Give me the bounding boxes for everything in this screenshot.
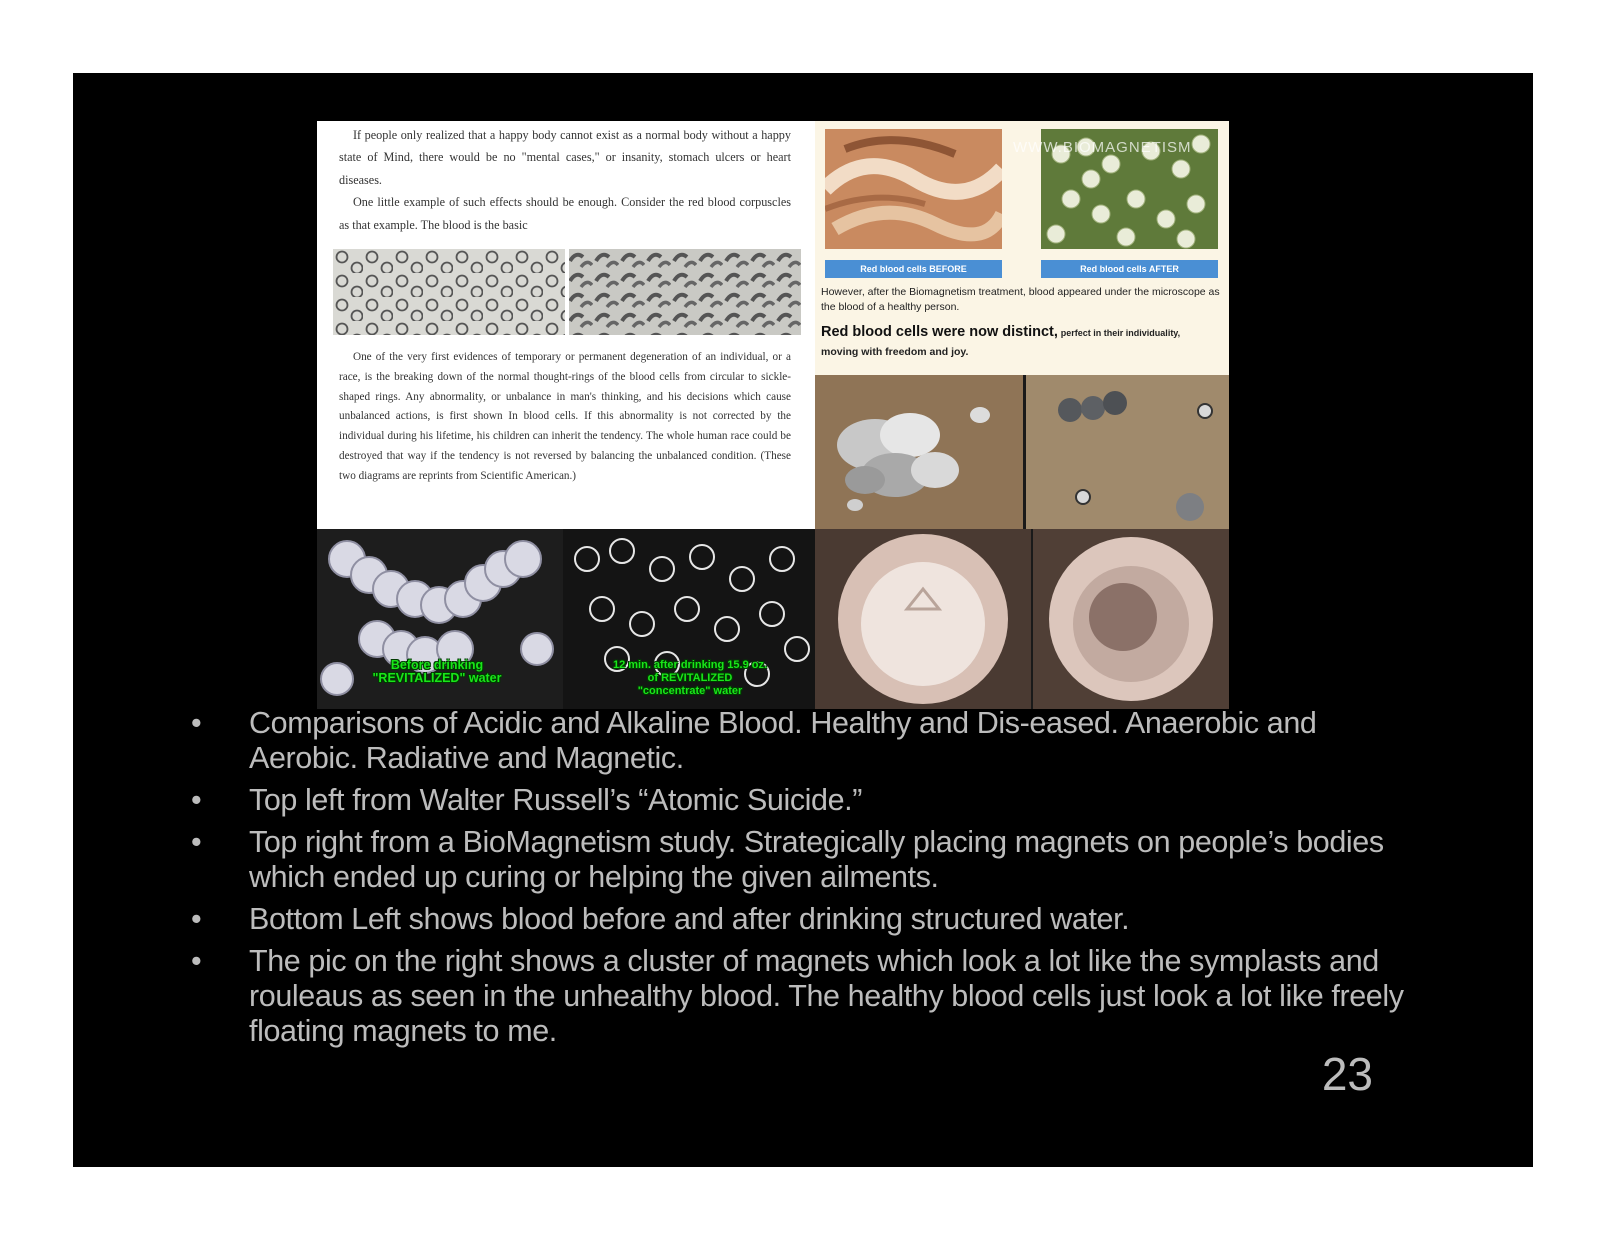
slide-page-number: 23 bbox=[1321, 1048, 1373, 1100]
bullet-glyph: • bbox=[191, 902, 202, 936]
before-label-line-2: "REVITALIZED" water bbox=[372, 671, 502, 685]
cup-top-view-photo-2 bbox=[1049, 537, 1213, 701]
blood-cells-diagram bbox=[333, 249, 801, 335]
slide bbox=[73, 73, 1533, 1167]
book-paragraph-degeneration bbox=[339, 348, 791, 487]
before-label-line-1: Before drinking bbox=[390, 658, 484, 672]
bullet-text: Comparisons of Acidic and Alkaline Blood. Healthy and Dis-eased. Anaerobic and Aerobic. Radiative and Magnetic. bbox=[249, 706, 1317, 775]
book-paragraph-intro bbox=[339, 124, 791, 236]
biomagnetism-text-1: However, after the Biomagnetism treatment, blood appeared under the microscope as the blood of a healthy person. bbox=[821, 286, 1220, 313]
bullet-text: The pic on the right shows a cluster of magnets which look a lot like the symplasts and rouleaus as seen in the unhealthy blood. The healthy blood cells just look a lot like freely floating magnets to me. bbox=[249, 944, 1404, 1048]
biomagnetism-text-small: perfect in their individuality, bbox=[1060, 328, 1181, 338]
bullet-glyph: • bbox=[191, 825, 202, 859]
book-paragraph-2: One little example of such effects should be enough. Consider the red blood corpuscles as that example. The blood is the basic bbox=[339, 195, 791, 232]
magnets-photos bbox=[815, 375, 1229, 529]
bullet-item bbox=[173, 825, 1423, 895]
after-label-line-1: 12 min. after drinking 15.9 oz. bbox=[612, 659, 768, 671]
book-paragraph-1: If people only realized that a happy body cannot exist as a normal body without a happy state of Mind, there would be no "mental cases," or insanity, stomach ulcers or heart diseases. bbox=[339, 128, 791, 187]
bullet-text: Top right from a BioMagnetism study. Strategically placing magnets on people’s bodies which ended up curing or helping the given ailments. bbox=[249, 825, 1384, 894]
bullet-item bbox=[173, 706, 1423, 776]
image-collage bbox=[317, 121, 1229, 709]
after-drinking-label bbox=[577, 659, 803, 698]
bullet-glyph: • bbox=[191, 944, 202, 978]
bullet-text: Bottom Left shows blood before and after drinking structured water. bbox=[249, 902, 1130, 936]
after-label-line-3: "concentrate" water bbox=[637, 685, 743, 697]
biomagnetism-panel bbox=[815, 121, 1229, 375]
after-label-line-2: of REVITALIZED bbox=[647, 672, 733, 684]
caption-after: Red blood cells AFTER bbox=[1041, 260, 1218, 278]
before-drinking-label bbox=[337, 659, 537, 685]
caption-before: Red blood cells BEFORE bbox=[825, 260, 1002, 278]
biomagnetism-text-large: Red blood cells were now distinct, bbox=[821, 324, 1058, 340]
biomagnetism-watermark: WWW.BIOMAGNETISM bbox=[1013, 139, 1192, 156]
bullet-text: Top left from Walter Russell’s “Atomic Suicide.” bbox=[249, 783, 863, 817]
rbc-before-photo bbox=[825, 129, 1002, 249]
cup-top-view-photo-1 bbox=[838, 534, 1008, 704]
bullet-item bbox=[173, 902, 1423, 937]
bullet-glyph: • bbox=[191, 706, 202, 740]
bullet-glyph: • bbox=[191, 783, 202, 817]
bullet-item bbox=[173, 944, 1423, 1049]
bullet-item bbox=[173, 783, 1423, 818]
bullet-list bbox=[173, 706, 1423, 1056]
biomagnetism-text-2 bbox=[821, 325, 1223, 341]
book-paragraph-3: One of the very first evidences of temporary or permanent degeneration of an individual, or a race, is the breaking down of the normal thought-rings of the blood cells from circular to sickle-shaped rings. Any abnormality, or unbalance in man's thinking, and his decisions which cause unbalanced actions, is first shown In blood cells. If this abnormality is not corrected by the individual during his lifetime, his children can inherit the tendency. The whole human race could be destroyed that way if the tendency is not reversed by balancing the unbalanced condition. (These two diagrams are reprints from Scientific American.) bbox=[339, 351, 791, 482]
biomagnetism-text-3: moving with freedom and joy. bbox=[821, 346, 969, 358]
book-page-excerpt bbox=[317, 121, 815, 529]
